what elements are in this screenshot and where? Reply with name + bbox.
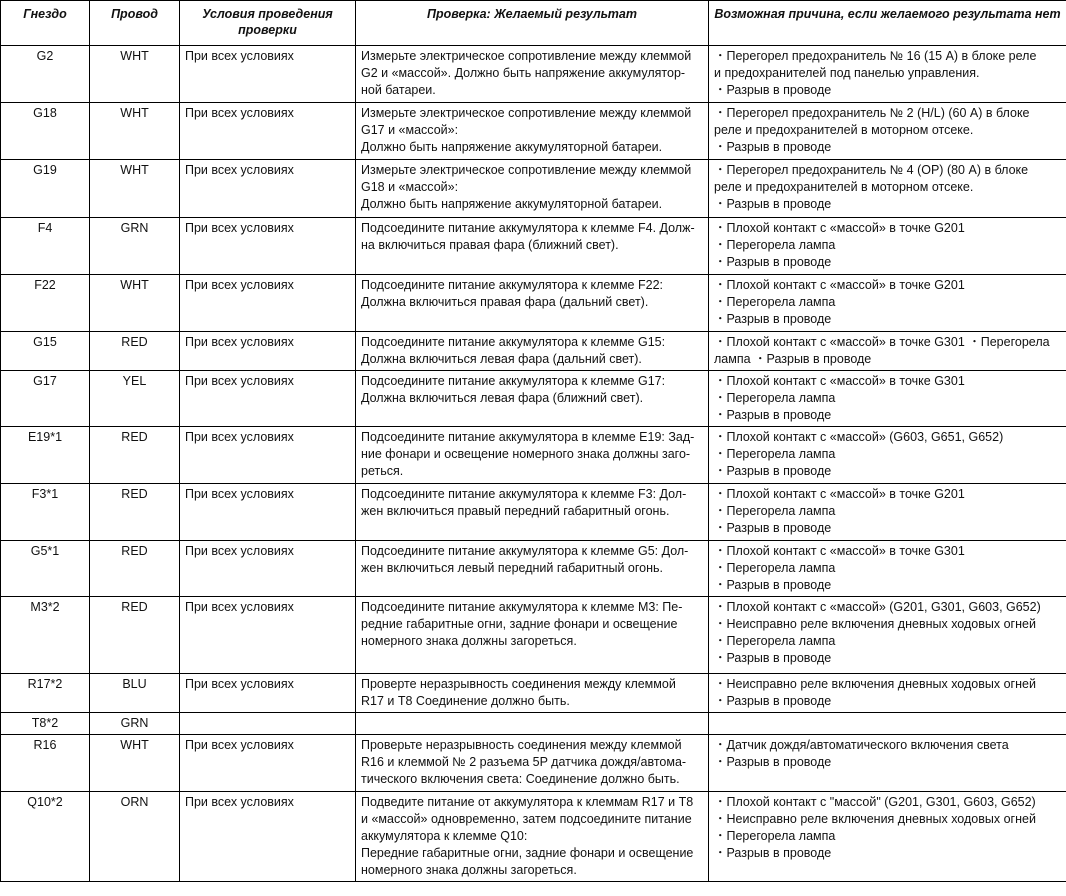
check-line: Подсоедините питание аккумулятора к клемме F22:	[361, 278, 663, 292]
wire-cell: WHT	[90, 275, 180, 332]
check-cell	[356, 218, 709, 275]
check-cell	[356, 371, 709, 427]
table-row	[1, 674, 1066, 713]
wire-cell: GRN	[90, 713, 180, 735]
cause-line: ・Неисправно реле включения дневных ходовых огней	[714, 617, 1036, 631]
check-cell	[356, 103, 709, 160]
check-cell	[356, 427, 709, 484]
cause-line: ・Плохой контакт с «массой» в точке G301	[714, 374, 965, 388]
socket-cell: Q10*2	[1, 792, 90, 882]
wire-cell: GRN	[90, 218, 180, 275]
cause-line: ・Перегорел предохранитель № 4 (OP) (80 А) в блоке	[714, 163, 1029, 177]
condition-cell: При всех условиях	[180, 597, 356, 674]
check-line: ной батареи.	[361, 83, 436, 97]
cause-cell	[709, 713, 1066, 735]
check-cell	[356, 275, 709, 332]
cause-cell	[709, 160, 1066, 218]
cause-cell	[709, 218, 1066, 275]
wire-cell: BLU	[90, 674, 180, 713]
header-condition: Условия проведения проверки	[180, 1, 356, 46]
cause-line: ・Неисправно реле включения дневных ходовых огней	[714, 812, 1036, 826]
condition-cell: При всех условиях	[180, 103, 356, 160]
cause-line: ・Разрыв в проводе	[714, 755, 832, 769]
cause-line: ・Перегорела лампа	[714, 561, 836, 575]
cause-line: ・Плохой контакт с «массой» в точке G201	[714, 278, 965, 292]
check-line: реться.	[361, 464, 404, 478]
condition-cell: При всех условиях	[180, 735, 356, 792]
wire-cell: RED	[90, 427, 180, 484]
socket-cell: F22	[1, 275, 90, 332]
check-line: на включиться правая фара (ближний свет).	[361, 238, 619, 252]
cause-line: ・Разрыв в проводе	[714, 694, 832, 708]
check-cell	[356, 541, 709, 597]
header-wire: Провод	[90, 1, 180, 46]
table-row	[1, 792, 1066, 882]
wire-cell: RED	[90, 541, 180, 597]
cause-line: ・Плохой контакт с «массой» в точке G301	[714, 544, 965, 558]
condition-cell	[180, 713, 356, 735]
check-line: Должно быть напряжение аккумуляторной батареи.	[361, 140, 663, 154]
check-line: Должна включиться левая фара (ближний свет).	[361, 391, 644, 405]
cause-cell	[709, 46, 1066, 103]
cause-line: ・Неисправно реле включения дневных ходовых огней	[714, 677, 1036, 691]
socket-cell: G2	[1, 46, 90, 103]
condition-cell: При всех условиях	[180, 218, 356, 275]
header-row	[1, 1, 1066, 46]
condition-cell: При всех условиях	[180, 275, 356, 332]
cause-line: ・Разрыв в проводе	[714, 578, 832, 592]
cause-cell	[709, 792, 1066, 882]
check-line: Подведите питание от аккумулятора к клеммам R17 и T8	[361, 795, 694, 809]
socket-cell: R16	[1, 735, 90, 792]
condition-cell: При всех условиях	[180, 160, 356, 218]
cause-line: реле и предохранителей в моторном отсеке.	[714, 123, 974, 137]
cause-line: ・Разрыв в проводе	[714, 83, 832, 97]
check-line: Должно быть напряжение аккумуляторной батареи.	[361, 197, 663, 211]
check-line: и «массой» одновременно, затем подсоедините питание	[361, 812, 692, 826]
check-line: Измерьте электрическое сопротивление между клеммой	[361, 106, 692, 120]
check-line: Подсоедините питание аккумулятора к клемме F3: Дол-	[361, 487, 687, 501]
condition-cell: При всех условиях	[180, 427, 356, 484]
header-cause: Возможная причина, если желаемого результата нет	[709, 1, 1066, 46]
check-line: номерного знака должны загореться.	[361, 634, 577, 648]
cause-line: ・Перегорела лампа	[714, 295, 836, 309]
wire-cell: WHT	[90, 160, 180, 218]
check-line: Подсоедините питание аккумулятора к клемме F4. Долж-	[361, 221, 695, 235]
condition-cell: При всех условиях	[180, 332, 356, 371]
socket-cell: E19*1	[1, 427, 90, 484]
check-line: G18 и «массой»:	[361, 180, 459, 194]
cause-line: ・Плохой контакт с "массой" (G201, G301, G603, G652)	[714, 795, 1036, 809]
check-line: Должна включиться правая фара (дальний свет).	[361, 295, 649, 309]
table-row	[1, 713, 1066, 735]
table-row	[1, 160, 1066, 218]
cause-line: ・Перегорела лампа	[714, 238, 836, 252]
cause-line: ・Разрыв в проводе	[714, 408, 832, 422]
cause-line: ・Перегорел предохранитель № 2 (H/L) (60 А) в блоке	[714, 106, 1030, 120]
cause-line: ・Перегорела лампа	[714, 829, 836, 843]
check-line: Подсоедините питание аккумулятора к клемме G5: Дол-	[361, 544, 689, 558]
check-line: G2 и «массой». Должно быть напряжение аккумулятор-	[361, 66, 686, 80]
socket-cell: G19	[1, 160, 90, 218]
socket-cell: G5*1	[1, 541, 90, 597]
cause-line: ・Перегорел предохранитель № 16 (15 А) в блоке реле	[714, 49, 1037, 63]
table-row	[1, 735, 1066, 792]
condition-cell: При всех условиях	[180, 674, 356, 713]
wire-cell: RED	[90, 484, 180, 541]
check-cell	[356, 46, 709, 103]
check-cell	[356, 332, 709, 371]
socket-cell: F3*1	[1, 484, 90, 541]
check-cell	[356, 597, 709, 674]
check-line: R16 и клеммой № 2 разъема 5P датчика дождя/автома-	[361, 755, 687, 769]
check-line: Подсоедините питание аккумулятора в клемме E19: Зад-	[361, 430, 695, 444]
cause-line: лампа ・Разрыв в проводе	[714, 352, 872, 366]
table-row	[1, 597, 1066, 674]
table-row	[1, 371, 1066, 427]
cause-line: ・Разрыв в проводе	[714, 846, 832, 860]
socket-cell: T8*2	[1, 713, 90, 735]
table-row	[1, 484, 1066, 541]
cause-line: ・Разрыв в проводе	[714, 521, 832, 535]
cause-line: и предохранителей под панелью управления.	[714, 66, 980, 80]
check-line: жен включиться левый передний габаритный огонь.	[361, 561, 664, 575]
check-line: Измерьте электрическое сопротивление между клеммой	[361, 49, 692, 63]
check-line: R17 и T8 Соединение должно быть.	[361, 694, 570, 708]
check-line: Подсоедините питание аккумулятора к клемме G15:	[361, 335, 666, 349]
condition-cell: При всех условиях	[180, 46, 356, 103]
condition-cell: При всех условиях	[180, 371, 356, 427]
socket-cell: G15	[1, 332, 90, 371]
check-line: аккумулятора к клемме Q10:	[361, 829, 528, 843]
table-row	[1, 103, 1066, 160]
check-line: Проверте неразрывность соединения между клеммой	[361, 677, 676, 691]
check-line: номерного знака должны загореться.	[361, 863, 577, 877]
wire-cell: ORN	[90, 792, 180, 882]
check-line: редние габаритные огни, задние фонари и освещение	[361, 617, 678, 631]
wire-cell: WHT	[90, 103, 180, 160]
table-row	[1, 46, 1066, 103]
cause-line: ・Перегорела лампа	[714, 447, 836, 461]
socket-cell: F4	[1, 218, 90, 275]
check-line: жен включиться правый передний габаритный огонь.	[361, 504, 670, 518]
table-row	[1, 427, 1066, 484]
cause-line: ・Разрыв в проводе	[714, 140, 832, 154]
socket-cell: R17*2	[1, 674, 90, 713]
cause-line: ・Плохой контакт с «массой» в точке G201	[714, 221, 965, 235]
cause-line: ・Разрыв в проводе	[714, 255, 832, 269]
cause-cell	[709, 103, 1066, 160]
condition-cell: При всех условиях	[180, 484, 356, 541]
cause-line: ・Датчик дождя/автоматического включения света	[714, 738, 1009, 752]
check-cell	[356, 484, 709, 541]
cause-cell	[709, 541, 1066, 597]
table-row	[1, 218, 1066, 275]
check-line: Подсоедините питание аккумулятора к клемме G17:	[361, 374, 666, 388]
wire-cell: WHT	[90, 735, 180, 792]
table-body	[1, 46, 1066, 882]
check-cell	[356, 713, 709, 735]
cause-cell	[709, 427, 1066, 484]
table-row	[1, 275, 1066, 332]
check-line: Проверьте неразрывность соединения между клеммой	[361, 738, 682, 752]
check-cell	[356, 160, 709, 218]
check-cell	[356, 735, 709, 792]
cause-cell	[709, 275, 1066, 332]
cause-cell	[709, 371, 1066, 427]
cause-line: ・Перегорела лампа	[714, 391, 836, 405]
cause-line: ・Плохой контакт с «массой» в точке G301 ・Перегорела	[714, 335, 1050, 349]
table-row	[1, 332, 1066, 371]
socket-cell: G18	[1, 103, 90, 160]
cause-line: ・Разрыв в проводе	[714, 197, 832, 211]
cause-line: ・Перегорела лампа	[714, 634, 836, 648]
wire-cell: YEL	[90, 371, 180, 427]
cause-cell	[709, 484, 1066, 541]
socket-cell: G17	[1, 371, 90, 427]
check-line: ние фонари и освещение номерного знака должны заго-	[361, 447, 691, 461]
condition-cell: При всех условиях	[180, 792, 356, 882]
check-line: G17 и «массой»:	[361, 123, 459, 137]
cause-line: ・Разрыв в проводе	[714, 464, 832, 478]
socket-cell: M3*2	[1, 597, 90, 674]
check-line: Должна включиться левая фара (дальний свет).	[361, 352, 642, 366]
cause-cell	[709, 735, 1066, 792]
check-line: Измерьте электрическое сопротивление между клеммой	[361, 163, 692, 177]
check-cell	[356, 792, 709, 882]
cause-line: ・Плохой контакт с «массой» (G603, G651, G652)	[714, 430, 1004, 444]
cause-line: ・Плохой контакт с «массой» в точке G201	[714, 487, 965, 501]
table-row	[1, 541, 1066, 597]
wire-cell: RED	[90, 597, 180, 674]
cause-line: ・Разрыв в проводе	[714, 312, 832, 326]
check-line: Передние габаритные огни, задние фонари и освещение	[361, 846, 694, 860]
cause-cell	[709, 674, 1066, 713]
cause-line: ・Перегорела лампа	[714, 504, 836, 518]
cause-line: реле и предохранителей в моторном отсеке.	[714, 180, 974, 194]
check-cell	[356, 674, 709, 713]
header-check: Проверка: Желаемый результат	[356, 1, 709, 46]
wire-cell: RED	[90, 332, 180, 371]
header-socket: Гнездо	[1, 1, 90, 46]
check-line: тического включения света: Соединение должно быть.	[361, 772, 680, 786]
cause-cell	[709, 597, 1066, 674]
cause-line: ・Плохой контакт с «массой» (G201, G301, G603, G652)	[714, 600, 1041, 614]
cause-cell	[709, 332, 1066, 371]
check-line: Подсоедините питание аккумулятора к клемме M3: Пе-	[361, 600, 683, 614]
condition-cell: При всех условиях	[180, 541, 356, 597]
cause-line: ・Разрыв в проводе	[714, 651, 832, 665]
wire-cell: WHT	[90, 46, 180, 103]
